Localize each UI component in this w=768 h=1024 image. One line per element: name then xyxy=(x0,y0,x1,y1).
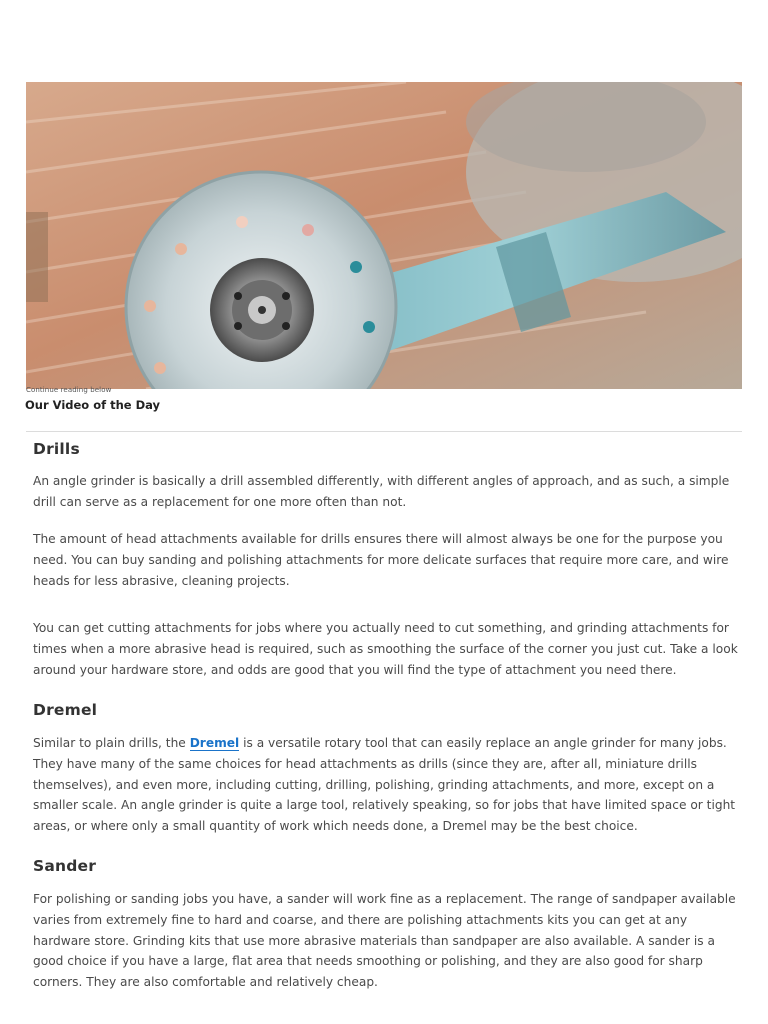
paragraph-dremel xyxy=(33,733,738,837)
hero-image-angle-grinder xyxy=(26,82,742,389)
heading-sander: Sander xyxy=(33,857,97,875)
paragraph-drills-1: An angle grinder is basically a drill assembled differently, with different angles of approach, and as such, a simple drill can serve as a replacement for one more often than not. xyxy=(33,474,730,509)
continue-reading-label: Continue reading below xyxy=(26,386,112,394)
heading-dremel: Dremel xyxy=(33,701,98,719)
video-of-the-day-caption: Our Video of the Day xyxy=(25,398,161,412)
dremel-link[interactable]: Dremel xyxy=(189,736,240,750)
paragraph-drills-2: The amount of head attachments available for drills ensures there will almost always be one for the purpose you need. You can buy sanding and polishing attachments for more delicate surfaces that require more care, and wire heads for less abrasive, cleaning projects. xyxy=(33,532,729,588)
paragraph-sander: For polishing or sanding jobs you have, a sander will work fine as a replacement. The range of sandpaper available varies from extremely fine to hard and coarse, and there are polishing attachments kits you can get at any hardware store. Grinding kits that use more abrasive materials than sandpaper are also available. A sander is a good choice if you have a large, flat area that needs smoothing or polishing, and they are also good for sharp corners. They are also comfortable and relatively cheap. xyxy=(33,892,736,990)
section-divider xyxy=(26,431,742,432)
heading-drills: Drills xyxy=(33,440,80,458)
paragraph-dremel-text-after: is a versatile rotary tool that can easily replace an angle grinder for many jobs. They have many of the same choices for head attachments as drills (since they are, after all, miniature drills themselves), and even more, including cutting, drilling, polishing, grinding attachments, and more, except on a smaller scale. An angle grinder is quite a large tool, relatively speaking, so for jobs that have limited space or tight areas, or where only a small quantity of work which needs done, a Dremel may be the best choice. xyxy=(33,736,736,834)
paragraph-drills-3: You can get cutting attachments for jobs where you actually need to cut something, and grinding attachments for times when a more abrasive head is required, such as smoothing the surface of the corner you just cut. Take a look around your hardware store, and odds are good that you will find the type of attachment you need there. xyxy=(33,621,738,677)
paragraph-dremel-text-before: Similar to plain drills, the xyxy=(33,736,190,750)
